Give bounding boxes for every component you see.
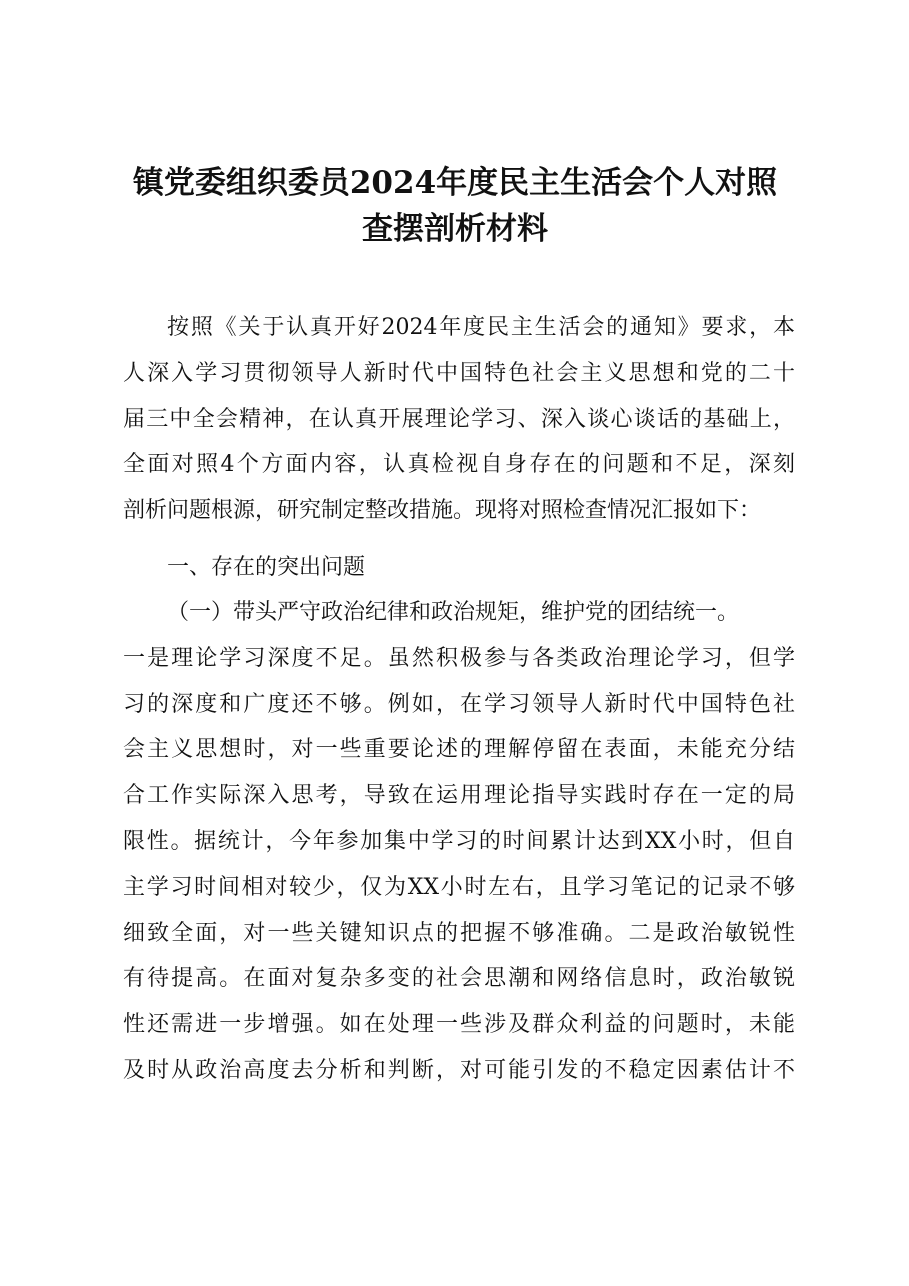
title-line-1: 镇党委组织委员2024年度民主生活会个人对照 xyxy=(132,165,778,201)
section-1-heading: 一、存在的突出问题 xyxy=(167,555,366,580)
intro-line: 剖析问题根源，研究制定整改措施。现将对照检查情况汇报如下： xyxy=(123,498,762,524)
title-line-2: 查摆剖析材料 xyxy=(362,211,548,247)
intro-paragraph xyxy=(123,305,795,534)
paragraph-line: 合工作实际深入思考，导致在运用理论指导实践时存在一定的局 xyxy=(123,783,795,809)
document-title xyxy=(110,160,800,252)
paragraph-line: 有待提高。在面对复杂多变的社会思潮和网络信息时，政治敏锐 xyxy=(123,966,795,992)
intro-line: 人深入学习贯彻领导人新时代中国特色社会主义思想和党的二十 xyxy=(123,360,795,386)
paragraph-line: 一是理论学习深度不足。虽然积极参与各类政治理论学习，但学 xyxy=(123,645,795,671)
paragraph-line: 及时从政治高度去分析和判断，对可能引发的不稳定因素估计不 xyxy=(123,1057,795,1083)
intro-line: 全面对照4个方面内容，认真检视自身存在的问题和不足，深刻 xyxy=(123,452,795,478)
problem-paragraph xyxy=(123,590,795,1094)
paragraph-line: 主学习时间相对较少，仅为XX小时左右，且学习笔记的记录不够 xyxy=(123,874,795,900)
intro-line: 按照《关于认真开好2024年度民主生活会的通知》要求，本 xyxy=(167,315,795,340)
paragraph-line: 细致全面，对一些关键知识点的把握不够准确。二是政治敏锐性 xyxy=(123,920,795,946)
paragraph-line: 会主义思想时，对一些重要论述的理解停留在表面，未能充分结 xyxy=(123,737,795,763)
subsection-heading: （一）带头严守政治纪律和政治规矩，维护党的团结统一。 xyxy=(167,600,740,625)
intro-line: 届三中全会精神，在认真开展理论学习、深入谈心谈话的基础上， xyxy=(123,406,795,432)
paragraph-line: 限性。据统计，今年参加集中学习的时间累计达到XX小时，但自 xyxy=(123,828,795,854)
paragraph-line: 性还需进一步增强。如在处理一些涉及群众利益的问题时，未能 xyxy=(123,1012,795,1038)
paragraph-line: 习的深度和广度还不够。例如，在学习领导人新时代中国特色社 xyxy=(123,691,795,717)
section-heading xyxy=(123,545,795,591)
